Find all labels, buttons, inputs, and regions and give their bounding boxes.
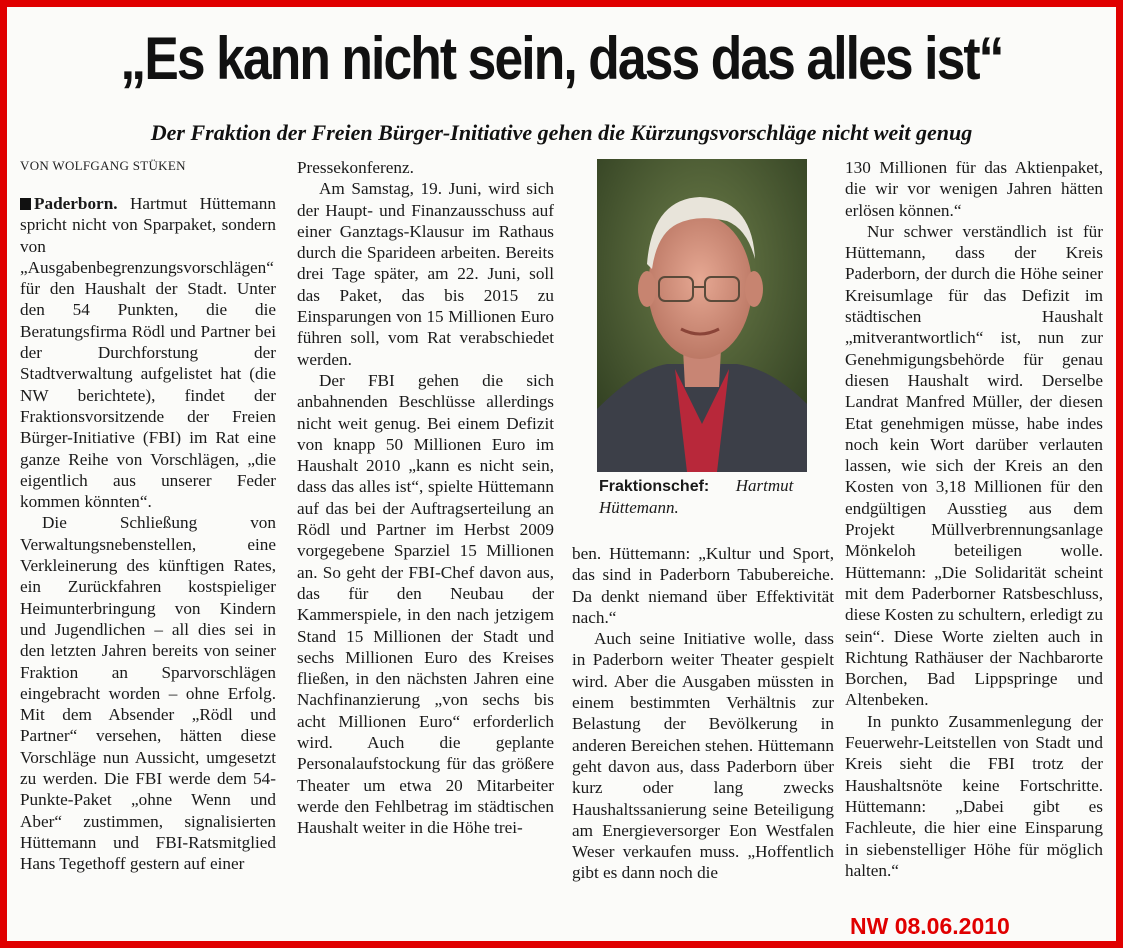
paragraph: Am Samstag, 19. Juni, wird sich der Haupt- und Finanzausschuss auf einer Ganztags-Klausur im Rathaus durch die Sparideen arbeiten. Bereits drei Tage später, am 22. Juni, soll das Paket, das bis 2015 zu Einsparungen von 15 Millionen Euro führen soll, vom Rat verabschiedet werden.	[297, 179, 554, 369]
paragraph: In punkto Zusammenlegung der Feuerwehr-Leitstellen von Stadt und Kreis sieht die FBI trotz der Haushaltsnöte keine Fortschritte. Hüttemann: „Dabei gibt es Fachleute, die hier eine Einsparung in siebenstelliger Höhe für möglich halten.“	[845, 711, 1103, 880]
paragraph-text: Hartmut Hüttemann spricht nicht von Sparpaket, sondern von „Ausgabenbegrenzungsvorschlägen“ für den Haushalt der Stadt. Unter den 54 Punkten, die die Beratungsfirma Rödl und Partner bei der Durchforstung der Stadtverwaltung aufgelistet hat (die NW berichtete), findet der Fraktionsvorsitzende der Freien Bürger-Initiative (FBI) im Rat eine ganze Reihe von Vorschlägen, „die eigentlich aus unserer Feder kommen könnten“.	[20, 194, 276, 512]
portrait-photo	[597, 159, 807, 472]
headline: „Es kann nicht sein, dass das alles ist“	[120, 25, 1003, 92]
caption-name: Hartmut Hüttemann.	[599, 476, 794, 517]
dateline: Paderborn.	[34, 194, 118, 213]
byline: VON WOLFGANG STÜKEN	[20, 158, 186, 173]
article-column-3	[572, 543, 834, 883]
article-column-2	[297, 157, 554, 917]
bullet-square-icon	[20, 198, 31, 210]
caption-label: Fraktionschef:	[599, 478, 710, 495]
source-date-stamp: NW 08.06.2010	[850, 913, 1010, 939]
paragraph: Nur schwer verständlich ist für Hüttemann, dass der Kreis Paderborn, der durch die Höhe seiner Kreisumlage für das Defizit im städtischen Haushalt „mitverantwortlich“ ist, nun zur Genehmigungsbehörde für genau diesen Haushalt wird. Derselbe Landrat Manfred Müller, der diesen Etat genehmigen müsse, habe indes noch kein Wort darüber verlauten lassen, wie sich der Kreis an den Kosten von 3,18 Millionen für den endgültigen Ausstieg aus dem Projekt Müllverbrennungsanlage Mönkeloh beteiligen wolle. Hüttemann: „Die Solidarität scheint mit dem Paderborner Ratsbeschluss, diese Kosten zu schultern, erledigt zu sein“. Diese Worte zielten auch in Richtung Rathäuser der Nachbarorte Borchen, Bad Lippspringe und Altenbeken.	[845, 221, 1103, 710]
paragraph: Pressekonferenz.	[297, 158, 414, 177]
article-column-1	[20, 193, 276, 913]
paragraph: Die Schließung von Verwaltungsnebenstellen, eine Verkleinerung des künftigen Rates, ein Zurückfahren kostspieliger Heimunterbringung von Kindern und Jugendlichen – all dies sei in den letzten Jahren bereits von seiner Fraktion an Sparvorschlägen eingebracht worden – ohne Erfolg. Mit dem Absender „Rödl und Partner“ versehen, hätten diese Vorschläge nun Aussicht, umgesetzt zu werden. Die FBI werde dem 54-Punkte-Paket „ohne Wenn und Aber“ zustimmen, signalisierten Hüttemann und FBI-Ratsmitglied Hans Tegethoff gestern auf einer	[20, 513, 276, 874]
paragraph: Der FBI gehen die sich anbahnenden Beschlüsse allerdings nicht weit genug. Bei einem Defizit von knapp 50 Millionen Euro im Haushalt 2010 „kann es nicht sein, dass das alles ist“, spielte Hüttemann auf das bei der Auftragserteilung an Rödl und Partner im Herbst 2009 vorgegebene Sparziel 15 Millionen an. So geht der FBI-Chef davon aus, das für den Neubau der Kammerspiele, in den nach jetzigem Stand 15 Millionen der Stadt und sechs Millionen Euro des Kreises fließen, in den nächsten Jahren eine Nachfinanzierung „von sechs bis acht Millionen Euro“ erforderlich wird. Auch die geplante Personalaufstockung für das größere Theater um etwa 20 Mitarbeiter werde den Fehlbetrag im städtischen Haushalt weiter in die Höhe trei-	[297, 370, 554, 838]
portrait-image	[597, 159, 807, 472]
paragraph	[20, 193, 276, 512]
subheadline: Der Fraktion der Freien Bürger-Initiative gehen die Kürzungsvorschläge nicht weit genug	[150, 120, 973, 145]
paragraph: Auch seine Initiative wolle, dass in Paderborn weiter Theater gespielt wird. Aber die Ausgaben müssten in einem bestimmten Verhältnis zur Belastung der Bevölkerung in anderen Bereichen stehen. Hüttemann geht davon aus, dass Paderborn über kurz oder lang zwecks Haushaltssanierung seine Beteiligung am Energieversorger Eon Westfalen Weser verkaufen muss. „Hoffentlich gibt es dann noch die	[572, 629, 834, 883]
photo-caption	[599, 475, 807, 518]
paragraph: ben. Hüttemann: „Kultur und Sport, das sind in Paderborn Tabubereiche. Da denkt niemand über Effektivität nach.“	[572, 544, 834, 627]
newspaper-clipping	[7, 7, 1116, 941]
article-column-4	[845, 157, 1103, 917]
paragraph: 130 Millionen für das Aktienpaket, die wir vor wenigen Jahren hätten erlösen können.“	[845, 158, 1103, 220]
